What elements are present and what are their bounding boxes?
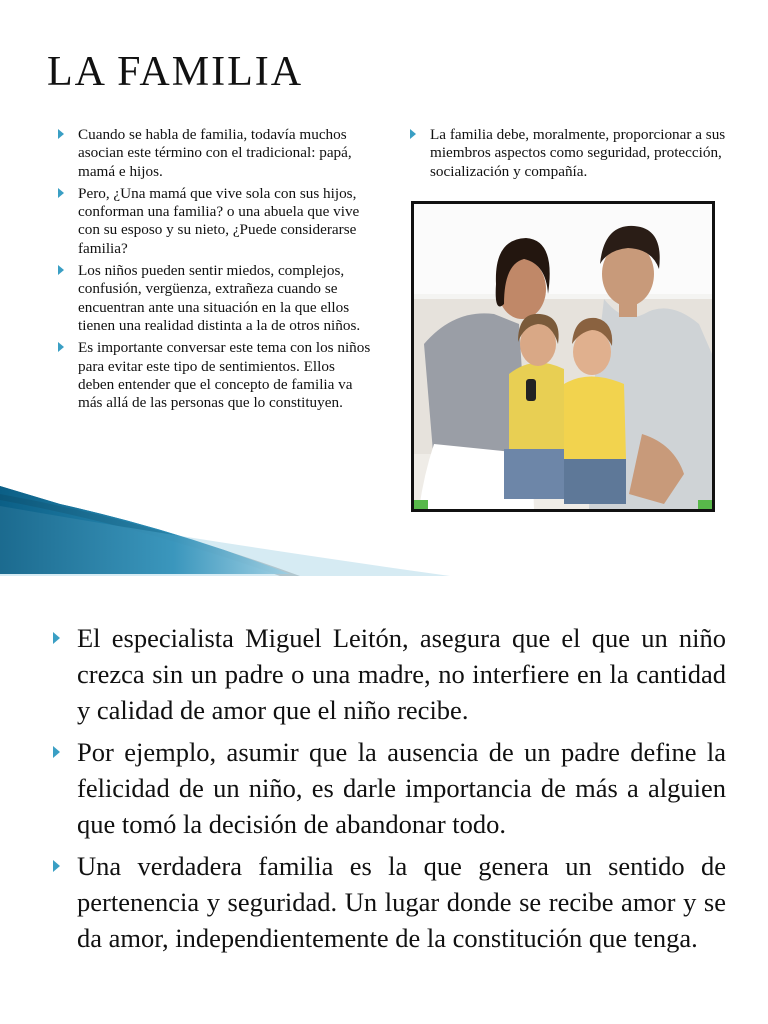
page-title: LA FAMILIA xyxy=(47,49,304,95)
bullet-text: El especialista Miguel Leitón, asegura que el que un niño crezca sin un padre o una madre, no interfiere en la cantidad y calidad de amor que el niño recibe. xyxy=(77,623,726,725)
triangle-right-icon xyxy=(58,188,64,198)
bullet-text: Pero, ¿Una mamá que vive sola con sus hijos, conforman una familia? o una abuela que vive con su esposo y su nieto, ¿Puede considerarse familia? xyxy=(78,184,360,257)
family-photo xyxy=(411,201,715,512)
triangle-right-icon xyxy=(53,860,60,872)
list-item xyxy=(46,848,726,956)
list-item xyxy=(54,262,374,335)
decorative-swoosh xyxy=(0,486,768,578)
list-item xyxy=(46,734,726,842)
list-item xyxy=(54,126,374,181)
bullet-text: Por ejemplo, asumir que la ausencia de un padre define la felicidad de un niño, es darle importancia de más a alguien que tomó la decisión de abandonar todo. xyxy=(77,737,726,839)
bullet-text: Una verdadera familia es la que genera un sentido de pertenencia y seguridad. Un lugar donde se recibe amor y se da amor, independientemente de la constitución que tenga. xyxy=(77,851,726,953)
bullet-text: Cuando se habla de familia, todavía muchos asocian este término con el tradicional: papá, mamá e hijos. xyxy=(78,126,352,180)
list-item xyxy=(46,620,726,728)
triangle-right-icon xyxy=(58,265,64,275)
left-bullet-list xyxy=(54,126,374,416)
triangle-right-icon xyxy=(58,129,64,139)
triangle-right-icon xyxy=(410,129,416,139)
right-bullet-list xyxy=(406,126,731,185)
bullet-text: Los niños pueden sentir miedos, complejos, confusión, vergüenza, extrañeza cuando se encuentran ante una situación en la que ellos tienen una realidad distinta a la de otros niños. xyxy=(78,262,361,334)
list-item xyxy=(54,339,374,412)
list-item xyxy=(406,126,731,181)
bullet-text: Es importante conversar este tema con los niños para evitar este tipo de sentimientos. Ellos deben entender que el concepto de familia va más allá de las personas que lo constituyen. xyxy=(78,339,371,412)
triangle-right-icon xyxy=(53,746,60,758)
bullet-text: La familia debe, moralmente, proporcionar a sus miembros aspectos como seguridad, protección, socialización y compañía. xyxy=(430,126,726,180)
list-item xyxy=(54,185,374,258)
family-photo-illustration xyxy=(414,204,712,509)
triangle-right-icon xyxy=(53,632,60,644)
main-bullet-list xyxy=(46,620,726,962)
triangle-right-icon xyxy=(58,342,64,352)
